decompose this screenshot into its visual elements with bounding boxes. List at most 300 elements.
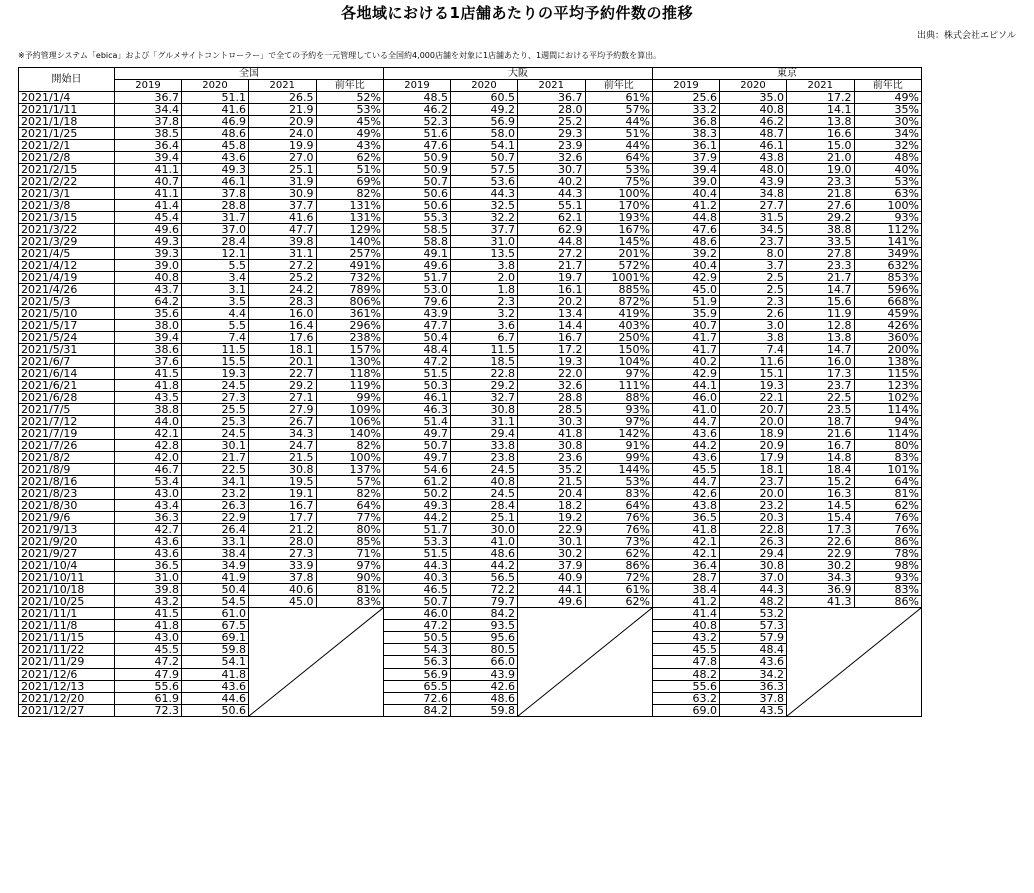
cell-national-2021: 24.2 [249,284,317,296]
cell-national-2019: 53.4 [115,476,182,488]
cell-tokyo-2020: 18.1 [720,464,787,476]
cell-national-2020: 38.4 [182,548,249,560]
cell-national-yoy: 51% [316,164,384,176]
cell-osaka-2019: 40.3 [384,572,451,584]
cell-osaka-2019: 46.0 [384,608,451,620]
cell-osaka-2019: 56.9 [384,668,451,680]
table-row [19,680,922,692]
year-header-row [19,80,922,92]
start-date-cell: 2021/4/26 [19,284,115,296]
table-row [19,428,922,440]
table-row [19,152,922,164]
cell-osaka-2019: 51.7 [384,272,451,284]
cell-tokyo-2021: 16.7 [787,440,855,452]
cell-tokyo-2019: 43.2 [653,632,720,644]
cell-osaka-2020: 48.6 [451,548,518,560]
cell-national-2019: 41.8 [115,380,182,392]
cell-osaka-2020: 11.5 [451,344,518,356]
cell-tokyo-yoy: 30% [854,116,922,128]
cell-osaka-2019: 79.6 [384,296,451,308]
cell-tokyo-2020: 7.4 [720,344,787,356]
cell-tokyo-2021: 15.2 [787,476,855,488]
cell-osaka-yoy: 104% [585,356,653,368]
cell-osaka-2021: 27.2 [518,248,586,260]
start-date-cell: 2021/12/20 [19,692,115,704]
cell-osaka-2020: 60.5 [451,92,518,104]
cell-osaka-2019: 48.5 [384,92,451,104]
cell-national-yoy: 140% [316,428,384,440]
cell-tokyo-2019: 40.7 [653,320,720,332]
table-row [19,704,922,716]
cell-national-2020: 33.1 [182,536,249,548]
cell-national-2019: 39.4 [115,152,182,164]
cell-tokyo-yoy: 349% [854,248,922,260]
cell-osaka-2019: 47.2 [384,356,451,368]
cell-tokyo-2019: 36.4 [653,560,720,572]
start-date-cell: 2021/7/19 [19,428,115,440]
cell-osaka-2020: 84.2 [451,608,518,620]
cell-osaka-2021: 40.2 [518,176,586,188]
cell-osaka-2020: 29.2 [451,380,518,392]
no-data-diagonal [518,608,652,716]
cell-tokyo-2021: 22.9 [787,548,855,560]
table-row [19,116,922,128]
cell-tokyo-2019: 51.9 [653,296,720,308]
no-data-diagonal [249,608,383,716]
table-row [19,572,922,584]
cell-national-2020: 50.6 [182,704,249,716]
cell-osaka-2021: 18.2 [518,500,586,512]
cell-tokyo-2019: 43.6 [653,452,720,464]
cell-national-2019: 43.6 [115,548,182,560]
cell-tokyo-2019: 48.6 [653,236,720,248]
cell-national-2019: 72.3 [115,704,182,716]
cell-osaka-2019: 51.6 [384,128,451,140]
cell-tokyo-yoy: 35% [854,104,922,116]
cell-tokyo-2020: 17.9 [720,452,787,464]
cell-tokyo-2020: 43.5 [720,704,787,716]
cell-osaka-2020: 32.5 [451,200,518,212]
cell-osaka-2020: 30.0 [451,524,518,536]
cell-tokyo-yoy: 86% [854,536,922,548]
cell-national-2021: 21.2 [249,524,317,536]
cell-osaka-2020: 48.6 [451,692,518,704]
cell-osaka-2021: 37.9 [518,560,586,572]
cell-tokyo-yoy: 200% [854,344,922,356]
cell-tokyo-2020: 37.8 [720,692,787,704]
cell-tokyo-yoy: 76% [854,524,922,536]
cell-national-2019: 43.0 [115,488,182,500]
cell-national-2021: 40.6 [249,584,317,596]
cell-osaka-2019: 50.9 [384,164,451,176]
cell-national-2020: 67.5 [182,620,249,632]
cell-tokyo-2019: 39.4 [653,164,720,176]
region-header-tokyo: 東京 [653,68,922,80]
cell-osaka-2021: 13.4 [518,308,586,320]
cell-osaka-yoy: 201% [585,248,653,260]
cell-osaka-yoy: 51% [585,128,653,140]
cell-osaka-2021: 41.8 [518,428,586,440]
cell-national-yoy: 131% [316,200,384,212]
cell-tokyo-2019: 41.7 [653,344,720,356]
cell-tokyo-2020: 22.1 [720,392,787,404]
cell-osaka-2020: 80.5 [451,644,518,656]
start-date-cell: 2021/2/1 [19,140,115,152]
cell-osaka-2019: 84.2 [384,704,451,716]
start-date-cell: 2021/3/1 [19,188,115,200]
cell-osaka-2020: 40.8 [451,476,518,488]
cell-osaka-2019: 50.6 [384,200,451,212]
cell-osaka-2020: 56.9 [451,116,518,128]
cell-national-yoy: 82% [316,188,384,200]
cell-tokyo-2020: 30.8 [720,560,787,572]
cell-osaka-2019: 46.3 [384,404,451,416]
start-date-cell: 2021/9/6 [19,512,115,524]
cell-national-2021: 27.0 [249,152,317,164]
start-date-cell: 2021/6/7 [19,356,115,368]
cell-tokyo-2020: 48.0 [720,164,787,176]
cell-osaka-2019: 47.6 [384,140,451,152]
cell-tokyo-2019: 41.2 [653,200,720,212]
cell-national-2021: 28.0 [249,536,317,548]
cell-osaka-2020: 79.7 [451,596,518,608]
table-row [19,488,922,500]
cell-national-2019: 31.0 [115,572,182,584]
cell-osaka-yoy: 93% [585,404,653,416]
cell-national-2020: 26.4 [182,524,249,536]
cell-osaka-2021: 62.1 [518,212,586,224]
cell-national-2021: 19.9 [249,140,317,152]
cell-osaka-2021: 22.9 [518,524,586,536]
cell-tokyo-2019: 38.3 [653,128,720,140]
cell-osaka-yoy: 250% [585,332,653,344]
cell-national-yoy: 109% [316,404,384,416]
cell-national-yoy: 296% [316,320,384,332]
cell-national-yoy: 82% [316,488,384,500]
cell-tokyo-yoy: 76% [854,512,922,524]
cell-osaka-2021: 36.7 [518,92,586,104]
cell-tokyo-yoy: 64% [854,476,922,488]
cell-osaka-yoy: 91% [585,440,653,452]
cell-tokyo-2021: 23.5 [787,404,855,416]
start-date-cell: 2021/3/29 [19,236,115,248]
cell-national-2020: 28.4 [182,236,249,248]
cell-osaka-yoy: 64% [585,152,653,164]
cell-national-yoy: 238% [316,332,384,344]
start-date-cell: 2021/5/10 [19,308,115,320]
start-date-cell: 2021/6/14 [19,368,115,380]
cell-osaka-2021: 22.0 [518,368,586,380]
cell-osaka-2020: 30.8 [451,404,518,416]
table-row [19,272,922,284]
cell-national-2019: 47.2 [115,656,182,668]
start-date-cell: 2021/8/2 [19,452,115,464]
cell-tokyo-2020: 26.3 [720,536,787,548]
cell-national-2019: 36.7 [115,92,182,104]
start-date-cell: 2021/4/12 [19,260,115,272]
no-data-cell-national [249,608,384,717]
cell-tokyo-2019: 39.0 [653,176,720,188]
cell-tokyo-2021: 15.0 [787,140,855,152]
cell-tokyo-2019: 41.7 [653,332,720,344]
cell-osaka-2020: 23.8 [451,452,518,464]
cell-tokyo-2020: 34.5 [720,224,787,236]
cell-national-2020: 31.7 [182,212,249,224]
cell-osaka-2020: 3.2 [451,308,518,320]
cell-osaka-2019: 49.1 [384,248,451,260]
cell-osaka-yoy: 144% [585,464,653,476]
cell-tokyo-2021: 16.3 [787,488,855,500]
cell-national-2020: 48.6 [182,128,249,140]
cell-tokyo-yoy: 853% [854,272,922,284]
col-header-2021: 2021 [787,80,855,92]
start-date-cell: 2021/5/3 [19,296,115,308]
cell-tokyo-2019: 43.6 [653,428,720,440]
cell-tokyo-yoy: 78% [854,548,922,560]
cell-national-2020: 3.5 [182,296,249,308]
cell-osaka-2020: 56.5 [451,572,518,584]
cell-national-2019: 61.9 [115,692,182,704]
cell-tokyo-2019: 47.6 [653,224,720,236]
cell-tokyo-2020: 3.7 [720,260,787,272]
table-row [19,440,922,452]
cell-tokyo-2019: 38.4 [653,584,720,596]
cell-tokyo-yoy: 93% [854,212,922,224]
table-row [19,308,922,320]
cell-national-yoy: 62% [316,152,384,164]
cell-national-2020: 54.1 [182,656,249,668]
cell-national-yoy: 130% [316,356,384,368]
cell-osaka-yoy: 1001% [585,272,653,284]
cell-national-2021: 37.7 [249,200,317,212]
cell-tokyo-2020: 34.2 [720,668,787,680]
cell-tokyo-2020: 43.9 [720,176,787,188]
table-row [19,668,922,680]
cell-national-2019: 37.6 [115,356,182,368]
cell-tokyo-2021: 33.5 [787,236,855,248]
cell-osaka-2019: 49.7 [384,452,451,464]
cell-osaka-2019: 50.3 [384,380,451,392]
cell-national-2020: 46.9 [182,116,249,128]
cell-tokyo-2021: 41.3 [787,596,855,608]
cell-national-2020: 5.5 [182,320,249,332]
cell-osaka-2020: 2.3 [451,296,518,308]
cell-tokyo-2020: 48.7 [720,128,787,140]
cell-national-2020: 7.4 [182,332,249,344]
start-date-cell: 2021/1/4 [19,92,115,104]
cell-osaka-2020: 29.4 [451,428,518,440]
cell-tokyo-yoy: 102% [854,392,922,404]
cell-osaka-2021: 44.8 [518,236,586,248]
start-date-cell: 2021/12/27 [19,704,115,716]
start-date-cell: 2021/9/27 [19,548,115,560]
cell-national-2019: 38.6 [115,344,182,356]
cell-osaka-2019: 46.5 [384,584,451,596]
cell-osaka-yoy: 150% [585,344,653,356]
cell-osaka-yoy: 64% [585,500,653,512]
cell-national-yoy: 119% [316,380,384,392]
start-date-cell: 2021/3/8 [19,200,115,212]
start-date-cell: 2021/11/29 [19,656,115,668]
cell-national-2021: 27.2 [249,260,317,272]
cell-osaka-2021: 32.6 [518,152,586,164]
table-row [19,320,922,332]
cell-osaka-2019: 50.4 [384,332,451,344]
cell-osaka-2021: 16.1 [518,284,586,296]
cell-tokyo-2020: 18.9 [720,428,787,440]
cell-national-2019: 41.8 [115,620,182,632]
cell-national-2019: 43.4 [115,500,182,512]
start-date-cell: 2021/1/18 [19,116,115,128]
cell-tokyo-2019: 41.4 [653,608,720,620]
cell-osaka-2021: 19.3 [518,356,586,368]
cell-osaka-2021: 44.1 [518,584,586,596]
cell-osaka-2020: 37.7 [451,224,518,236]
cell-tokyo-2021: 22.6 [787,536,855,548]
cell-osaka-2020: 22.8 [451,368,518,380]
cell-osaka-2020: 3.6 [451,320,518,332]
cell-osaka-yoy: 57% [585,104,653,116]
table-row [19,248,922,260]
cell-osaka-2020: 95.6 [451,632,518,644]
start-date-cell: 2021/9/20 [19,536,115,548]
cell-osaka-yoy: 99% [585,452,653,464]
start-date-cell: 2021/11/22 [19,644,115,656]
start-date-cell: 2021/7/26 [19,440,115,452]
cell-national-2019: 39.0 [115,260,182,272]
cell-tokyo-2019: 69.0 [653,704,720,716]
col-header-2019: 2019 [384,80,451,92]
cell-osaka-2021: 16.7 [518,332,586,344]
cell-osaka-yoy: 419% [585,308,653,320]
cell-osaka-2020: 31.1 [451,416,518,428]
cell-national-yoy: 64% [316,500,384,512]
cell-national-2020: 37.8 [182,188,249,200]
cell-osaka-2021: 30.3 [518,416,586,428]
cell-tokyo-2021: 14.7 [787,284,855,296]
cell-national-2020: 11.5 [182,344,249,356]
cell-tokyo-2021: 13.8 [787,116,855,128]
cell-national-yoy: 80% [316,524,384,536]
cell-national-2020: 61.0 [182,608,249,620]
cell-osaka-2019: 47.2 [384,620,451,632]
cell-national-2019: 55.6 [115,680,182,692]
cell-national-2019: 49.6 [115,224,182,236]
cell-osaka-2020: 42.6 [451,680,518,692]
cell-national-2020: 69.1 [182,632,249,644]
cell-osaka-2021: 28.5 [518,404,586,416]
cell-osaka-2019: 50.7 [384,596,451,608]
table-row [19,332,922,344]
cell-osaka-2019: 56.3 [384,656,451,668]
cell-tokyo-2021: 14.7 [787,344,855,356]
cell-tokyo-2020: 20.0 [720,488,787,500]
cell-osaka-yoy: 61% [585,584,653,596]
cell-osaka-2021: 14.4 [518,320,586,332]
cell-national-yoy: 140% [316,236,384,248]
cell-tokyo-2021: 17.3 [787,368,855,380]
cell-tokyo-2020: 27.7 [720,200,787,212]
cell-osaka-2021: 35.2 [518,464,586,476]
start-date-cell: 2021/3/22 [19,224,115,236]
cell-national-2020: 49.3 [182,164,249,176]
table-row [19,584,922,596]
cell-tokyo-2019: 42.9 [653,368,720,380]
cell-osaka-2019: 44.2 [384,512,451,524]
start-date-cell: 2021/8/9 [19,464,115,476]
cell-national-2019: 47.9 [115,668,182,680]
cell-tokyo-2021: 34.3 [787,572,855,584]
cell-tokyo-2020: 11.6 [720,356,787,368]
cell-national-2019: 37.8 [115,116,182,128]
cell-national-yoy: 361% [316,308,384,320]
cell-tokyo-2019: 63.2 [653,692,720,704]
table-row [19,356,922,368]
cell-tokyo-2020: 36.3 [720,680,787,692]
cell-national-2021: 21.5 [249,452,317,464]
start-date-cell: 2021/2/22 [19,176,115,188]
cell-tokyo-2021: 22.5 [787,392,855,404]
cell-tokyo-yoy: 360% [854,332,922,344]
start-date-cell: 2021/7/5 [19,404,115,416]
cell-osaka-2019: 50.7 [384,440,451,452]
cell-osaka-yoy: 97% [585,416,653,428]
cell-tokyo-2020: 29.4 [720,548,787,560]
cell-osaka-yoy: 75% [585,176,653,188]
cell-tokyo-yoy: 459% [854,308,922,320]
cell-tokyo-yoy: 62% [854,500,922,512]
cell-tokyo-2019: 41.0 [653,404,720,416]
cell-national-yoy: 789% [316,284,384,296]
table-row [19,596,922,608]
start-date-cell: 2021/10/18 [19,584,115,596]
cell-osaka-2021: 23.6 [518,452,586,464]
cell-osaka-yoy: 885% [585,284,653,296]
cell-osaka-2020: 33.8 [451,440,518,452]
cell-national-2020: 41.8 [182,668,249,680]
cell-tokyo-yoy: 141% [854,236,922,248]
cell-national-2021: 18.1 [249,344,317,356]
cell-tokyo-2021: 23.7 [787,380,855,392]
cell-osaka-yoy: 44% [585,140,653,152]
cell-tokyo-2021: 15.6 [787,296,855,308]
table-row [19,128,922,140]
cell-national-2021: 31.9 [249,176,317,188]
cell-osaka-2019: 50.5 [384,632,451,644]
cell-national-2019: 42.7 [115,524,182,536]
cell-national-2020: 59.8 [182,644,249,656]
cell-tokyo-2021: 12.8 [787,320,855,332]
cell-national-2020: 27.3 [182,392,249,404]
col-header-2020: 2020 [182,80,249,92]
cell-tokyo-yoy: 86% [854,596,922,608]
cell-tokyo-2021: 19.0 [787,164,855,176]
cell-national-2019: 49.3 [115,236,182,248]
cell-national-2020: 19.3 [182,368,249,380]
cell-tokyo-2019: 42.9 [653,272,720,284]
cell-osaka-2019: 61.2 [384,476,451,488]
cell-osaka-2020: 66.0 [451,656,518,668]
cell-osaka-2019: 54.6 [384,464,451,476]
cell-osaka-2019: 48.4 [384,344,451,356]
cell-national-yoy: 157% [316,344,384,356]
cell-tokyo-2021: 21.8 [787,188,855,200]
cell-tokyo-2021: 30.2 [787,560,855,572]
cell-national-yoy: 57% [316,476,384,488]
cell-national-2019: 45.5 [115,644,182,656]
reservations-table [18,67,922,717]
table-row [19,464,922,476]
